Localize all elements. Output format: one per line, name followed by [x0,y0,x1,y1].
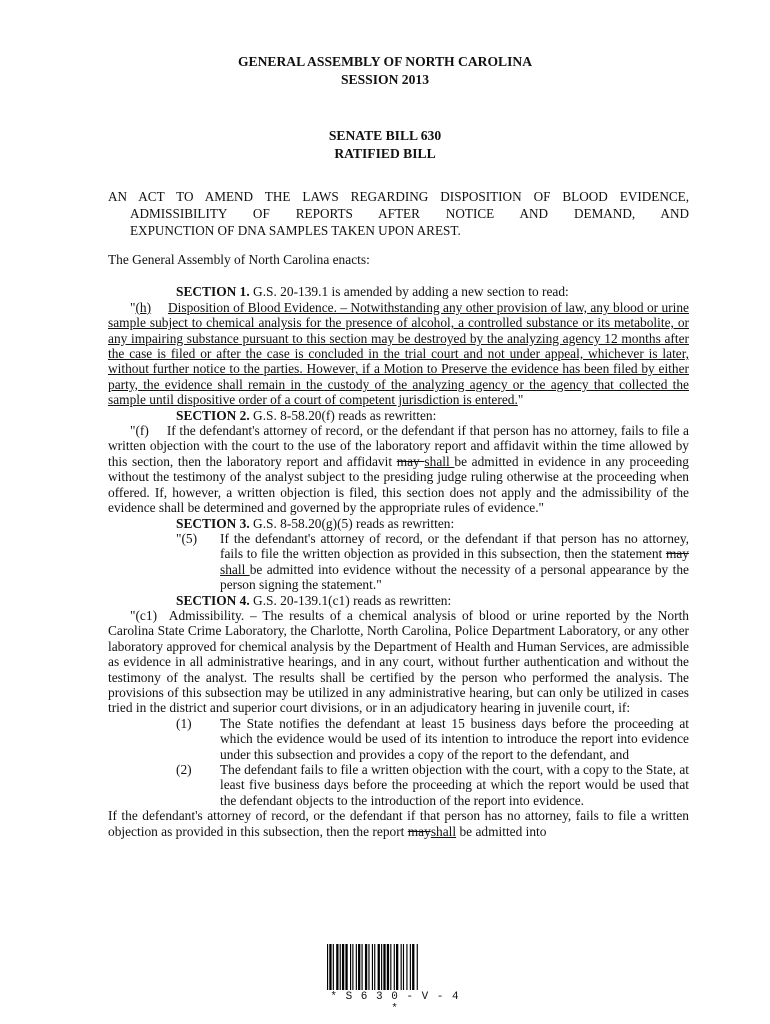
struck-word: may [396,453,425,469]
subsection-h-label: (h) [135,299,152,315]
bill-status: RATIFIED BILL [334,146,436,161]
section-4-text: G.S. 20-139.1(c1) reads as rewritten: [249,592,452,608]
subsection-f-label: "(f) [130,423,149,439]
open-quote: " [130,299,136,315]
act-title-line-2: ADMISSIBILITY OF REPORTS AFTER NOTICE AND DEMAND, AND [130,206,689,221]
act-title-line-1: AN ACT TO AMEND THE LAWS REGARDING DISPOSITION OF BLOOD EVIDENCE, [108,189,689,204]
assembly-name: GENERAL ASSEMBLY OF NORTH CAROLINA [237,54,533,69]
section-2-heading [108,408,689,423]
session-label: SESSION 2013 [340,72,429,87]
section-2-text: G.S. 8-58.20(f) reads as rewritten: [249,407,437,423]
struck-word: may [665,546,689,562]
close-quote: " [517,392,524,408]
section-4-heading [108,593,689,608]
section-4-subsection [108,608,689,716]
section-1-subsection [108,300,689,408]
act-title-line-3: EXPUNCTION OF DNA SAMPLES TAKEN UPON AREST. [130,223,461,238]
list-item [108,762,689,808]
subsection-f-text-2: be admitted in evidence in any proceeding without the testimony of the analyst subject to the presiding judge ruling otherwise at the proceeding when offered. If, however, a written objection is filed, this section does not apply and the admissibility of the evidence shall be determined and governed by the appropriate rules of evidence." [108,453,690,516]
section-3-subdivision [108,531,689,593]
section-2-label: SECTION 2. [176,407,250,423]
bill-body [108,252,689,839]
list-item-text: The State notifies the defendant at least 15 business days before the proceeding at which the evidence would be used of its intention to introduce the report into evidence under this subsection and provides a copy of the report to the defendant, and [220,715,689,762]
subdivision-5-label: "(5) [176,530,198,546]
subsection-f-text-1: If the defendant's attorney of record, or the defendant if that person has no attorney, fails to file a written objection with the court to the use of the laboratory report and affidavit within the time allowed by this section, then the laboratory report and affidavit [108,423,689,469]
section-3-label: SECTION 3. [176,515,250,531]
act-title [108,188,689,239]
section-3-heading [108,516,689,531]
barcode-image [327,944,463,996]
tail-text-2: be admitted into [456,823,547,839]
tail-text-1: If the defendant's attorney of record, or the defendant if that person has no attorney, fails to file a written objection as provided in this subsection, then the report [108,808,689,839]
section-1-heading [108,284,689,299]
bill-number: SENATE BILL 630 [328,128,442,143]
subdivision-5-text-2: be admitted into evidence without the necessity of a personal appearance by the person signing the statement." [220,561,690,593]
section-1-text: G.S. 20-139.1 is amended by adding a new section to read: [249,284,569,300]
section-4-label: SECTION 4. [176,592,250,608]
list-item-number: (2) [176,762,192,777]
document-header [0,53,770,89]
subsection-c1-text: Admissibility. – The results of a chemical analysis of blood or urine reported by the North Carolina State Crime Laboratory, the Charlotte, North Carolina, Police Department Laboratory, or any other laboratory approved for chemical analysis by the Department of Health and Human Services, are admissible as evidence in all administrative hearings, and in any court, without further authentication and without the testimony of the analyst. The results shall be certified by the person who performed the analysis. The provisions of this subsection may be utilized in any administrative hearing, but can only be utilized in cases tried in the district and superior court divisions, or in an adjudicatory hearing in juvenile court, if: [108,607,689,716]
subdivision-5-text-1: If the defendant's attorney of record, or the defendant if that person has no attorney, fails to file the written objection as provided in this subsection, then the statement [220,530,689,562]
list-item [108,716,689,762]
section-4-tail [108,808,689,839]
struck-word: may [407,823,431,839]
inserted-word: shall [430,823,457,839]
list-item-number: (1) [176,715,192,731]
inserted-word: shall [220,561,250,577]
subsection-c1-label: "(c1) [130,607,158,623]
bill-header [0,127,770,163]
subsection-h-text: Disposition of Blood Evidence. – Notwithstanding any other provision of law, any blood or urine sample subject to chemical analysis for the presence of alcohol, a controlled substance or its metabolite, or any impairing substance pursuant to this section may be destroyed by the analyzing agency 12 months after the case is filed or after the case is concluded in the trial court and not under appeal, whichever is later, without further notice to the parties. However, if a Motion to Preserve the evidence has been filed by either party, the evidence shall remain in the custody of the analyzing agency or the agency that collected the sample until dispositive order of a court of competent jurisdiction is entered. [108,299,689,408]
barcode-text: * S 6 3 0 - V - 4 * [330,991,460,1015]
section-1-label: SECTION 1. [176,284,250,300]
inserted-word: shall [424,453,455,469]
list-item-text: The defendant fails to file a written objection with the court, with a copy to the State, at least five business days before the proceeding at which the report would be used that the defendant objects to the introduction of the report into evidence. [220,762,689,808]
section-2-subsection [108,423,689,515]
enacting-clause: The General Assembly of North Carolina enacts: [108,252,370,267]
section-3-text: G.S. 8-58.20(g)(5) reads as rewritten: [249,515,455,531]
barcode-bars [327,944,463,990]
